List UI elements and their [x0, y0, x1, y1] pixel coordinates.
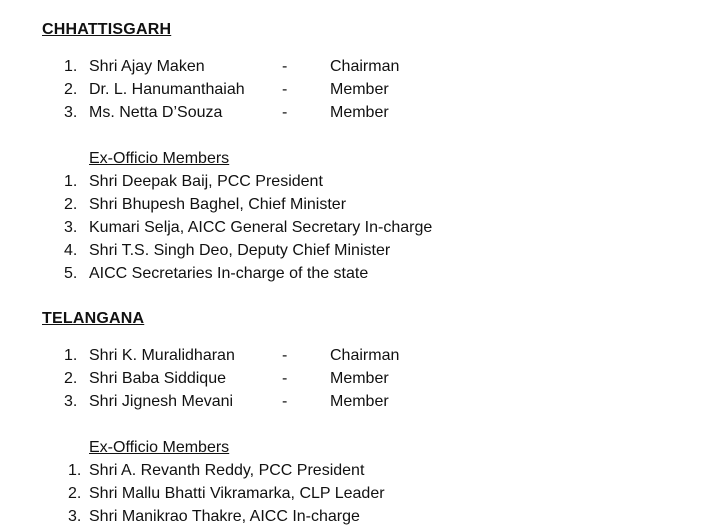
list-number: 4.: [64, 242, 78, 259]
member-role: Member: [330, 81, 389, 98]
member-name: Shri Jignesh Mevani: [89, 393, 234, 410]
list-number: 1.: [64, 347, 78, 364]
member-role: Member: [330, 393, 389, 410]
member-role: Chairman: [330, 347, 400, 364]
list-number: 3.: [64, 219, 78, 236]
ex-officio-heading: Ex-Officio Members: [89, 439, 230, 456]
list-number: 3.: [64, 393, 78, 410]
member-role: Chairman: [330, 58, 400, 75]
list-number: 1.: [64, 58, 78, 75]
ex-officio-text: Kumari Selja, AICC General Secretary In-charge: [89, 219, 433, 236]
member-name: Shri K. Muralidharan: [89, 347, 235, 364]
ex-officio-text: Shri Manikrao Thakre, AICC In-charge: [89, 508, 360, 525]
list-number: 1.: [68, 462, 82, 479]
list-number: 2.: [64, 370, 78, 387]
member-name: Ms. Netta D’Souza: [89, 104, 223, 121]
list-number: 5.: [64, 265, 78, 282]
separator-dash: -: [282, 58, 288, 75]
list-number: 2.: [64, 81, 78, 98]
ex-officio-text: Shri Bhupesh Baghel, Chief Minister: [89, 196, 347, 213]
member-name: Shri Ajay Maken: [89, 58, 205, 75]
separator-dash: -: [282, 104, 288, 121]
list-number: 3.: [64, 104, 78, 121]
member-role: Member: [330, 370, 389, 387]
ex-officio-text: Shri T.S. Singh Deo, Deputy Chief Minister: [89, 242, 391, 259]
separator-dash: -: [282, 81, 288, 98]
list-number: 2.: [64, 196, 78, 213]
separator-dash: -: [282, 347, 288, 364]
list-number: 1.: [64, 173, 78, 190]
member-name: Shri Baba Siddique: [89, 370, 226, 387]
separator-dash: -: [282, 393, 288, 410]
ex-officio-text: Shri A. Revanth Reddy, PCC President: [89, 462, 365, 479]
list-number: 3.: [68, 508, 82, 525]
ex-officio-text: Shri Mallu Bhatti Vikramarka, CLP Leader: [89, 485, 385, 502]
state-heading-chhattisgarh: CHHATTISGARH: [42, 21, 172, 38]
member-role: Member: [330, 104, 389, 121]
ex-officio-heading: Ex-Officio Members: [89, 150, 230, 167]
separator-dash: -: [282, 370, 288, 387]
list-number: 2.: [68, 485, 82, 502]
member-name: Dr. L. Hanumanthaiah: [89, 81, 245, 98]
ex-officio-text: Shri Deepak Baij, PCC President: [89, 173, 323, 190]
ex-officio-text: AICC Secretaries In-charge of the state: [89, 265, 369, 282]
state-heading-telangana: TELANGANA: [42, 310, 145, 327]
